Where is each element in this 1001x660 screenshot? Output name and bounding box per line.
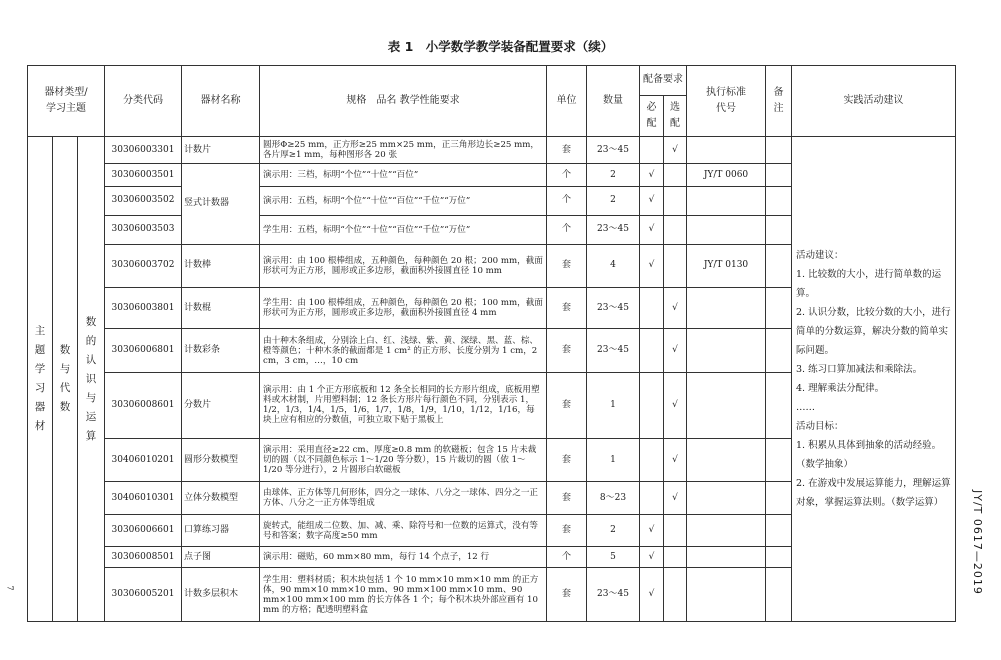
required-cell: √ bbox=[640, 515, 664, 547]
standard-code-sidebar: JY/T 0617—2019 bbox=[971, 490, 984, 595]
page-number: 7 bbox=[5, 585, 15, 591]
spec-cell: 演示用：由 1 个正方形底板和 12 条全长相同的长方形片组成，底板用塑料或木材制，片用塑料制；12 条长方形片每行颜色不同，分别表示 1，1/2，1/3，1/4，1/5，1/6，1/7，1/8，1/9，1/10，1/12，1/16，每块上应有相应的分数值，可独立取下贴于黑板上 bbox=[260, 372, 547, 438]
group-char: 代 bbox=[59, 382, 71, 395]
spec-cell: 由十种木条组成，分别涂上白、红、浅绿、紫、黄、深绿、黑、蓝、棕、橙等颜色；十种木条的截面都是 1 cm² 的正方形、长度分别为 1 cm，2 cm，3 cm，…，10 cm bbox=[260, 329, 547, 372]
optional-cell: √ bbox=[664, 372, 687, 438]
qty-cell: 23～45 bbox=[587, 215, 640, 244]
activity-line: 3. 练习口算加减法和乘除法。 bbox=[796, 364, 923, 376]
required-cell: √ bbox=[640, 215, 664, 244]
required-cell bbox=[640, 372, 664, 438]
standard-cell: JY/T 0060 bbox=[687, 164, 766, 187]
unit-cell: 套 bbox=[547, 515, 587, 547]
group-char: 数 bbox=[85, 315, 97, 328]
spec-cell: 演示用：五档，标明“个位”“十位”“百位”“千位”“万位” bbox=[260, 186, 547, 215]
qty-cell: 1 bbox=[587, 372, 640, 438]
standard-cell bbox=[687, 515, 766, 547]
code-cell: 30306003501 bbox=[105, 164, 182, 187]
spec-cell: 演示用：由 100 根棒组成，五种颜色，每种颜色 20 根；200 mm，截面形状可为正方形，圆形或正多边形，截面积外接圆直径 10 mm bbox=[260, 244, 547, 287]
optional-cell: √ bbox=[664, 482, 687, 515]
code-cell: 30406010301 bbox=[105, 482, 182, 515]
spec-cell: 旋转式，能组成二位数、加、减、乘、除符号和一位数的运算式，没有等号和答案；数字高度≥50 mm bbox=[260, 515, 547, 547]
remark-cell bbox=[766, 372, 792, 438]
remark-cell bbox=[766, 438, 792, 481]
activity-cell bbox=[792, 137, 956, 622]
group-char: 算 bbox=[85, 429, 97, 442]
group-char: 材 bbox=[34, 420, 46, 433]
required-cell bbox=[640, 288, 664, 329]
code-cell: 30306008601 bbox=[105, 372, 182, 438]
optional-cell bbox=[664, 547, 687, 568]
standard-cell bbox=[687, 482, 766, 515]
group-char: 与 bbox=[85, 391, 97, 404]
name-cell: 点子图 bbox=[182, 547, 260, 568]
group-char: 数 bbox=[59, 401, 71, 414]
name-cell: 圆形分数模型 bbox=[182, 438, 260, 481]
remark-cell bbox=[766, 547, 792, 568]
group-char: 的 bbox=[85, 334, 97, 347]
spec-cell: 学生用：塑料材质；积木块包括 1 个 10 mm×10 mm×10 mm 的正方体，90 mm×10 mm×10 mm、90 mm×100 mm×10 mm、90 mm×100 mm×100 mm 的长方体各 1 个；每个积木块外部应画有 10 mm 的方格；配透明塑料盒 bbox=[260, 568, 547, 622]
group-char: 数 bbox=[59, 344, 71, 357]
qty-cell: 5 bbox=[587, 547, 640, 568]
unit-cell: 套 bbox=[547, 137, 587, 164]
activity-line: 4. 理解乘法分配律。 bbox=[796, 383, 885, 395]
required-cell: √ bbox=[640, 568, 664, 622]
equipment-table bbox=[27, 65, 956, 622]
spec-cell: 圆形Φ≥25 mm，正方形≥25 mm×25 mm，正三角形边长≥25 mm，各片厚≥1 mm，每种图形各 20 张 bbox=[260, 137, 547, 164]
unit-cell: 套 bbox=[547, 244, 587, 287]
name-cell: 竖式计数器 bbox=[182, 164, 260, 245]
remark-cell bbox=[766, 568, 792, 622]
required-cell: √ bbox=[640, 244, 664, 287]
required-cell bbox=[640, 438, 664, 481]
code-cell: 30306006601 bbox=[105, 515, 182, 547]
group-char: 识 bbox=[85, 372, 97, 385]
remark-cell bbox=[766, 482, 792, 515]
standard-cell bbox=[687, 288, 766, 329]
optional-cell bbox=[664, 568, 687, 622]
spec-cell: 学生用：五档，标明“个位”“十位”“百位”“千位”“万位” bbox=[260, 215, 547, 244]
optional-cell: √ bbox=[664, 329, 687, 372]
unit-cell: 套 bbox=[547, 438, 587, 481]
optional-cell: √ bbox=[664, 438, 687, 481]
table-row bbox=[28, 137, 956, 164]
code-cell: 30306006801 bbox=[105, 329, 182, 372]
qty-cell: 23～45 bbox=[587, 329, 640, 372]
group-char: 习 bbox=[34, 382, 46, 395]
required-cell bbox=[640, 482, 664, 515]
remark-cell bbox=[766, 244, 792, 287]
group-char: 与 bbox=[59, 363, 71, 376]
qty-cell: 2 bbox=[587, 515, 640, 547]
header-required: 必 配 bbox=[640, 95, 664, 136]
group-char: 运 bbox=[85, 410, 97, 423]
header-config: 配备要求 bbox=[640, 66, 687, 96]
unit-cell: 个 bbox=[547, 215, 587, 244]
qty-cell: 8～23 bbox=[587, 482, 640, 515]
required-cell: √ bbox=[640, 547, 664, 568]
optional-cell bbox=[664, 244, 687, 287]
activity-line: 1. 比较数的大小，进行简单数的运算。 bbox=[796, 269, 942, 300]
group-level3 bbox=[78, 137, 105, 622]
table-title: 表 1 小学数学教学装备配置要求（续） bbox=[387, 39, 614, 54]
group-char: 题 bbox=[34, 344, 46, 357]
optional-cell bbox=[664, 164, 687, 187]
spec-cell: 演示用：采用直径≥22 cm、厚度≥0.8 mm 的软磁板；包含 15 片未裁切的圆（以不同颜色标示 1～1/20 等分数），15 片裁切的圆（依 1～1/20 等分进行），2 片圆形白软磁板 bbox=[260, 438, 547, 481]
code-cell: 30306005201 bbox=[105, 568, 182, 622]
standard-cell bbox=[687, 372, 766, 438]
required-cell bbox=[640, 329, 664, 372]
header-unit: 单位 bbox=[547, 66, 587, 137]
header-code: 分类代码 bbox=[105, 66, 182, 137]
unit-cell: 套 bbox=[547, 568, 587, 622]
remark-cell bbox=[766, 137, 792, 164]
spec-cell: 演示用：磁贴，60 mm×80 mm，每行 14 个点子，12 行 bbox=[260, 547, 547, 568]
activity-line: 1. 积累从具体到抽象的活动经验。（数学抽象） bbox=[796, 440, 942, 471]
header-category: 器材类型/ 学习主题 bbox=[28, 66, 105, 137]
unit-cell: 套 bbox=[547, 482, 587, 515]
spec-cell: 演示用：三档，标明“个位”“十位”“百位” bbox=[260, 164, 547, 187]
required-cell: √ bbox=[640, 186, 664, 215]
group-level1 bbox=[28, 137, 53, 622]
qty-cell: 23～45 bbox=[587, 288, 640, 329]
optional-cell: √ bbox=[664, 137, 687, 164]
code-cell: 30306003502 bbox=[105, 186, 182, 215]
qty-cell: 4 bbox=[587, 244, 640, 287]
name-cell: 分数片 bbox=[182, 372, 260, 438]
group-char: 学 bbox=[34, 363, 46, 376]
remark-cell bbox=[766, 515, 792, 547]
unit-cell: 个 bbox=[547, 186, 587, 215]
header-standard: 执行标准 代号 bbox=[687, 66, 766, 137]
group-char: 认 bbox=[85, 353, 97, 366]
header-name: 器材名称 bbox=[182, 66, 260, 137]
name-cell: 计数棍 bbox=[182, 288, 260, 329]
required-cell bbox=[640, 137, 664, 164]
unit-cell: 套 bbox=[547, 329, 587, 372]
unit-cell: 个 bbox=[547, 164, 587, 187]
name-cell: 计数彩条 bbox=[182, 329, 260, 372]
spec-cell: 学生用：由 100 根棒组成，五种颜色，每种颜色 20 根；100 mm，截面形状可为正方形，圆形或正多边形，截面积外接圆直径 4 mm bbox=[260, 288, 547, 329]
required-cell: √ bbox=[640, 164, 664, 187]
optional-cell bbox=[664, 186, 687, 215]
code-cell: 30306003301 bbox=[105, 137, 182, 164]
unit-cell: 套 bbox=[547, 372, 587, 438]
remark-cell bbox=[766, 215, 792, 244]
activity-line: 活动建议： bbox=[796, 250, 844, 262]
name-cell: 计数多层积木 bbox=[182, 568, 260, 622]
header-quantity: 数量 bbox=[587, 66, 640, 137]
remark-cell bbox=[766, 329, 792, 372]
group-char: 器 bbox=[34, 401, 46, 414]
optional-cell: √ bbox=[664, 288, 687, 329]
name-cell: 计数片 bbox=[182, 137, 260, 164]
activity-line: 活动目标： bbox=[796, 421, 844, 433]
optional-cell bbox=[664, 215, 687, 244]
unit-cell: 套 bbox=[547, 288, 587, 329]
code-cell: 30306003702 bbox=[105, 244, 182, 287]
standard-cell bbox=[687, 215, 766, 244]
spec-cell: 由球体、正方体等几何形体，四分之一球体、八分之一球体、四分之一正方体、八分之一正方体等组成 bbox=[260, 482, 547, 515]
remark-cell bbox=[766, 288, 792, 329]
header-activity: 实践活动建议 bbox=[792, 66, 956, 137]
standard-cell bbox=[687, 438, 766, 481]
standard-cell bbox=[687, 568, 766, 622]
qty-cell: 23～45 bbox=[587, 137, 640, 164]
remark-cell bbox=[766, 164, 792, 187]
name-cell: 口算练习器 bbox=[182, 515, 260, 547]
qty-cell: 2 bbox=[587, 164, 640, 187]
activity-line: …… bbox=[796, 402, 815, 414]
code-cell: 30306008501 bbox=[105, 547, 182, 568]
optional-cell bbox=[664, 515, 687, 547]
name-cell: 计数棒 bbox=[182, 244, 260, 287]
header-spec: 规格 品名 教学性能要求 bbox=[260, 66, 547, 137]
standard-cell bbox=[687, 137, 766, 164]
header-remark: 备 注 bbox=[766, 66, 792, 137]
code-cell: 30406010201 bbox=[105, 438, 182, 481]
remark-cell bbox=[766, 186, 792, 215]
header-optional: 选 配 bbox=[664, 95, 687, 136]
standard-cell bbox=[687, 329, 766, 372]
qty-cell: 1 bbox=[587, 438, 640, 481]
activity-line: 2. 在游戏中发展运算能力，理解运算对象，掌握运算法则。（数学运算） bbox=[796, 478, 951, 509]
code-cell: 30306003801 bbox=[105, 288, 182, 329]
qty-cell: 23～45 bbox=[587, 568, 640, 622]
standard-cell: JY/T 0130 bbox=[687, 244, 766, 287]
qty-cell: 2 bbox=[587, 186, 640, 215]
group-char: 主 bbox=[34, 325, 46, 338]
standard-cell bbox=[687, 547, 766, 568]
activity-line: 2. 认识分数，比较分数的大小，进行简单的分数运算，解决分数的简单实际问题。 bbox=[796, 307, 951, 357]
standard-cell bbox=[687, 186, 766, 215]
unit-cell: 个 bbox=[547, 547, 587, 568]
code-cell: 30306003503 bbox=[105, 215, 182, 244]
group-level2 bbox=[53, 137, 78, 622]
name-cell: 立体分数模型 bbox=[182, 482, 260, 515]
